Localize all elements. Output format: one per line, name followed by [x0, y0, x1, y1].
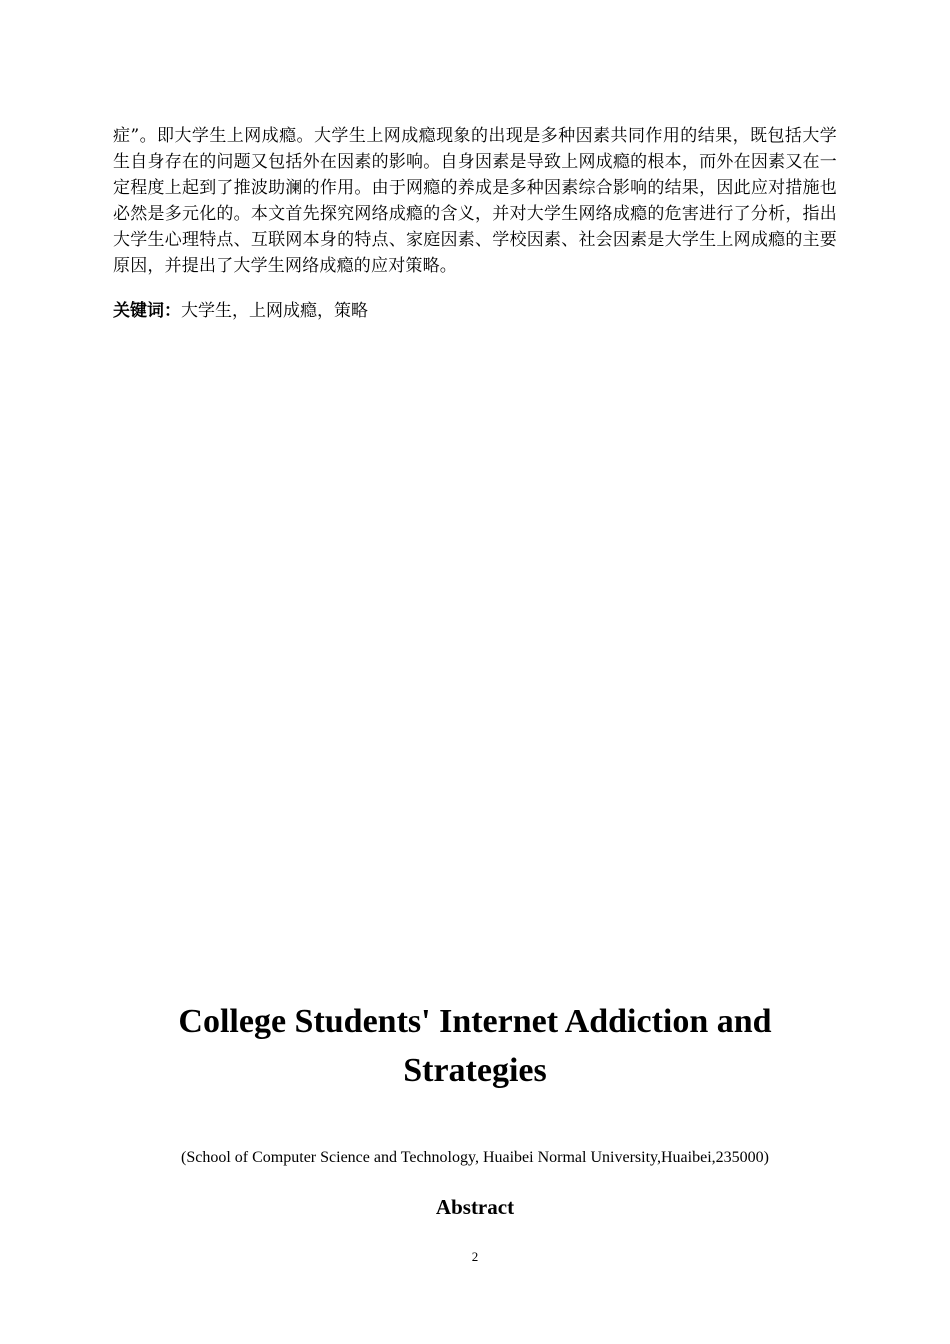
- english-title-line-1: College Students' Internet Addiction and: [178, 1003, 772, 1040]
- english-title: [113, 997, 837, 1095]
- chinese-abstract-paragraph: 症”。即大学生上网成瘾。大学生上网成瘾现象的出现是多种因素共同作用的结果，既包括大学生自身存在的问题又包括外在因素的影响。自身因素是导致上网成瘾的根本，而外在因素又在一定程度上起到了推波助澜的作用。由于网瘾的养成是多种因素综合影响的结果，因此应对措施也必然是多元化的。本文首先探究网络成瘾的含义，并对大学生网络成瘾的危害进行了分析，指出大学生心理特点、互联网本身的特点、家庭因素、学校因素、社会因素是大学生上网成瘾的主要原因，并提出了大学生网络成瘾的应对策略。: [113, 126, 837, 276]
- abstract-heading: Abstract: [435, 1195, 515, 1219]
- english-title-line-2: Strategies: [403, 1052, 547, 1089]
- chinese-keywords: [113, 298, 837, 324]
- keywords-value: 大学生，上网成瘾，策略: [181, 301, 368, 321]
- keywords-label: 关键词：: [113, 301, 181, 321]
- page-number: 2: [471, 1249, 479, 1264]
- author-affiliation: (School of Computer Science and Technology, Huaibei Normal University,Huaibei,235000): [181, 1149, 769, 1166]
